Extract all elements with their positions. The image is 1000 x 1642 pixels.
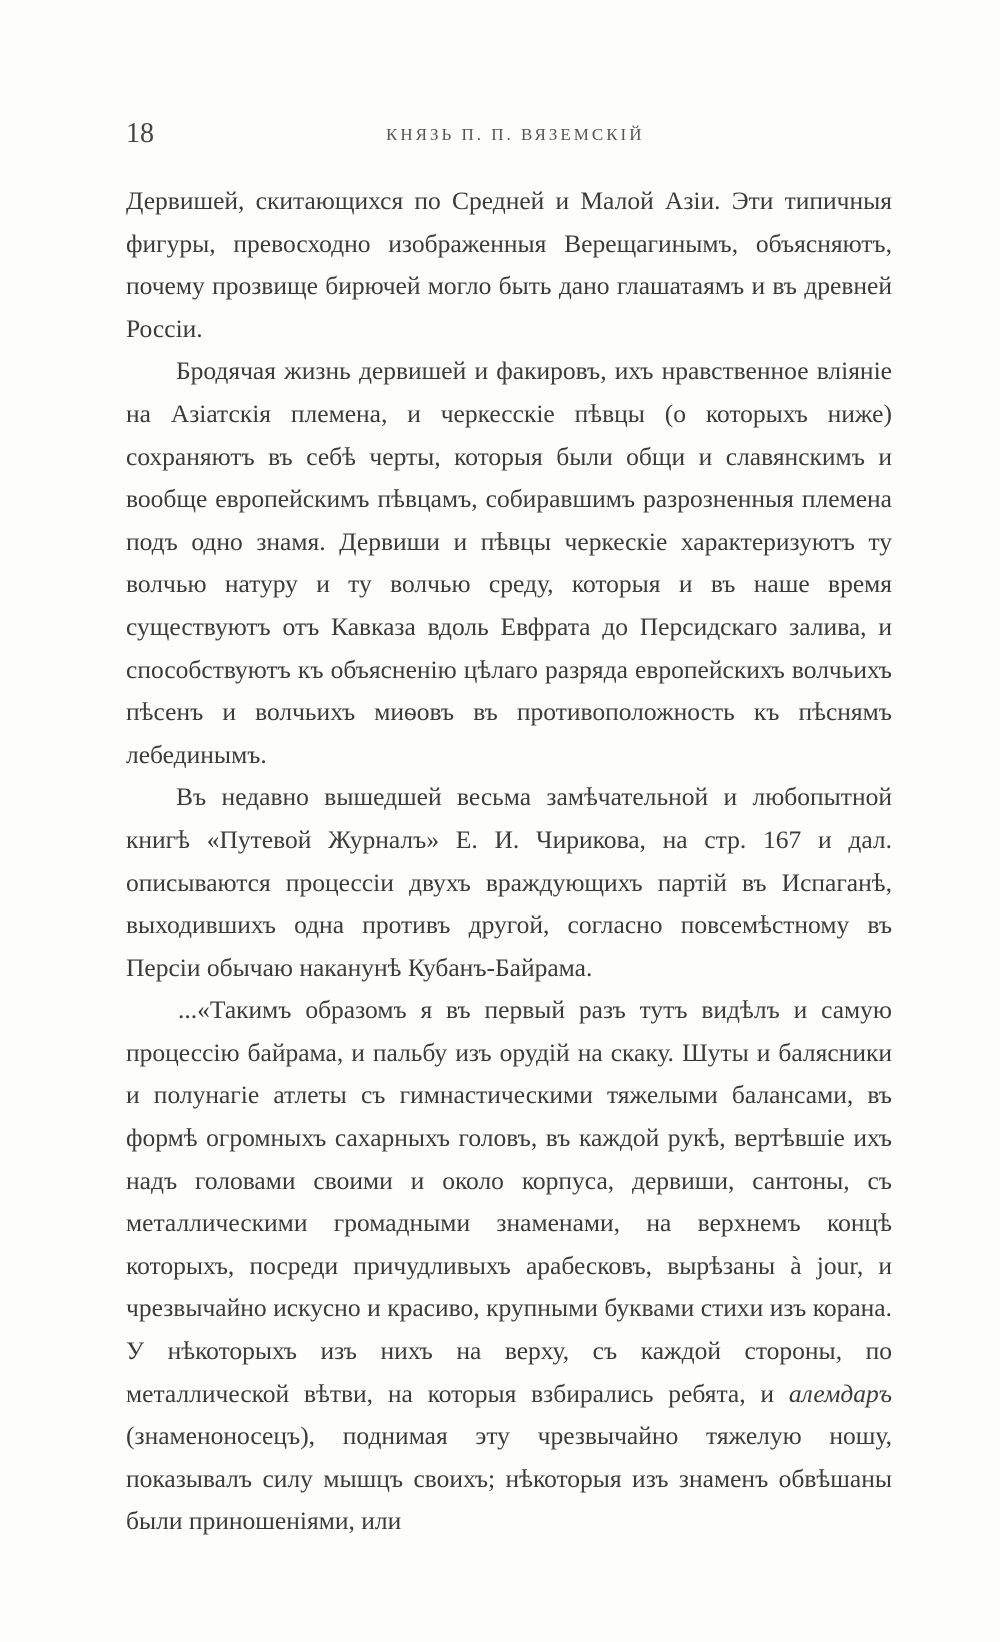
running-title: КНЯЗЬ П. П. ВЯЗЕМСКІЙ [386, 125, 645, 144]
paragraph-1: Дервишей, скитающихся по Средней и Малой Азіи. Эти типичныя фигуры, превосходно изображенныя Верещагинымъ, объясняютъ, почему прозвище бирючей могло быть дано глашатаямъ и въ древней Россіи. [126, 186, 892, 343]
paragraph-2: Бродячая жизнь дервишей и факировъ, ихъ нравственное вліяніе на Азіатскія племена, и черкесскіе пѣвцы (о которыхъ ниже) сохраняютъ въ себѣ черты, которыя были общи и славянскимъ и вообще европейскимъ пѣвцамъ, собиравшимъ разрозненныя племена подъ одно знамя. Дервиши и пѣвцы черкескіе характеризуютъ ту волчью натуру и ту волчью среду, которыя и въ наше время существуютъ отъ Кавказа вдоль Евфрата до Персидскаго залива, и способствуютъ къ объясненію цѣлаго разряда европейскихъ волчьихъ пѣсенъ и волчьихъ миѳовъ въ противоположность къ пѣснямъ лебединымъ. [126, 356, 892, 769]
italic-term: алемдаръ [788, 1378, 892, 1408]
quote-text-after: (знаменоносецъ), поднимая эту чрезвычайно тяжелую ношу, показывалъ силу мышцъ своихъ; нѣкоторыя изъ знаменъ обвѣшаны были приношеніями, или [126, 1421, 892, 1536]
page-header [126, 118, 901, 158]
quote-text-before: ...«Такимъ образомъ я въ первый разъ тутъ видѣлъ и самую процессію байрама, и пальбу изъ орудій на скаку. Шуты и балясники и полунагіе атлеты съ гимнастическими тяжелыми балансами, въ формѣ огромныхъ сахарныхъ головъ, въ каждой рукѣ, вертѣвшіе ихъ надъ головами своими и около корпуса, дервиши, сантоны, съ металлическими громадными знаменами, на верхнемъ концѣ которыхъ, посреди причудливыхъ арабесковъ, вырѣзаны à jour, и чрезвычайно искусно и красиво, крупными буквами стихи изъ корана. У нѣкоторыхъ изъ нихъ на верху, съ каждой стороны, по металлической вѣтви, на которыя взбирались ребята, и [126, 995, 892, 1408]
body-text [126, 180, 892, 1543]
page-number: 18 [126, 118, 154, 149]
paragraph-4-quote [126, 989, 892, 1543]
paragraph-3: Въ недавно вышедшей весьма замѣчательной и любопытной книгѣ «Путевой Журналъ» Е. И. Чирикова, на стр. 167 и дал. описываются процессіи двухъ враждующихъ партій въ Испаганѣ, выходившихъ одна противъ другой, согласно повсемѣстному въ Персіи обычаю наканунѣ Кубанъ-Байрама. [126, 782, 892, 982]
